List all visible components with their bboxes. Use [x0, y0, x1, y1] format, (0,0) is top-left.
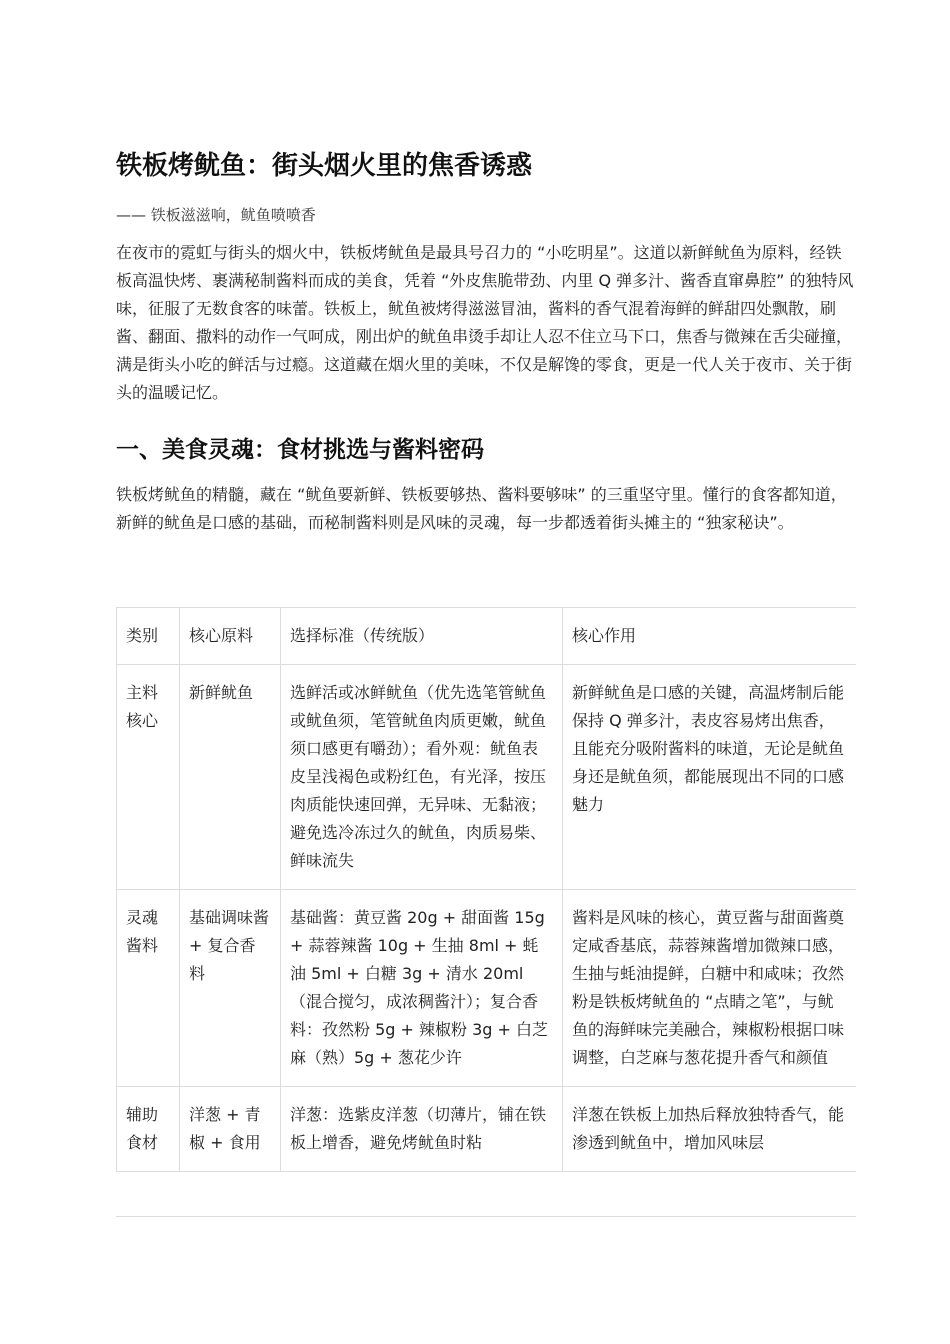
cell-role: 酱料是风味的核心，黄豆酱与甜面酱奠定咸香基底，蒜蓉辣酱增加微辣口感，生抽与蚝油提鲜，白糖中和咸味；孜然粉是铁板烤鱿鱼的 “点睛之笔”，与鱿鱼的海鲜味完美融合，辣椒粉根据口味调整，白芝麻与葱花提升香气和颜值 — [563, 890, 857, 1087]
cell-category: 主料核心 — [117, 665, 180, 890]
header-standard: 选择标准（传统版） — [281, 608, 563, 665]
document-title: 铁板烤鱿鱼：街头烟火里的焦香诱惑 — [116, 151, 533, 181]
cell-role: 新鲜鱿鱼是口感的关键，高温烤制后能保持 Q 弹多汁，表皮容易烤出焦香，且能充分吸附酱料的味道，无论是鱿鱼身还是鱿鱼须，都能展现出不同的口感魅力 — [563, 665, 857, 890]
ingredients-table-container — [116, 607, 856, 1217]
cell-standard: 洋葱：选紫皮洋葱（切薄片，铺在铁板上增香，避免烤鱿鱼时粘 — [281, 1087, 563, 1172]
cell-material: 洋葱 + 青椒 + 食用 — [180, 1087, 281, 1172]
cell-category: 灵魂酱料 — [117, 890, 180, 1087]
table-row — [117, 1087, 857, 1172]
cell-material: 新鲜鱿鱼 — [180, 665, 281, 890]
table-row — [117, 665, 857, 890]
header-role: 核心作用 — [563, 608, 857, 665]
header-category: 类别 — [117, 608, 180, 665]
cell-material: 基础调味酱 + 复合香料 — [180, 890, 281, 1087]
ingredients-table — [116, 607, 856, 1172]
intro-paragraph: 在夜市的霓虹与街头的烟火中，铁板烤鱿鱼是最具号召力的 “小吃明星”。这道以新鲜鱿鱼为原料，经铁板高温快烤、裹满秘制酱料而成的美食，凭着 “外皮焦脆带劲、内里 Q 弹多汁、酱香直窜鼻腔” 的独特风味，征服了无数食客的味蕾。铁板上，鱿鱼被烤得滋滋冒油，酱料的香气混着海鲜的鲜甜四处飘散，刷酱、翻面、撒料的动作一气呵成，刚出炉的鱿鱼串烫手却让人忍不住立马下口，焦香与微辣在舌尖碰撞，满是街头小吃的鲜活与过瘾。这道藏在烟火里的美味，不仅是解馋的零食，更是一代人关于夜市、关于街头的温暖记忆。 — [116, 243, 854, 402]
section-heading: 一、美食灵魂：食材挑选与酱料密码 — [116, 437, 484, 463]
cell-standard: 选鲜活或冰鲜鱿鱼（优先选笔管鱿鱼或鱿鱼须，笔管鱿鱼肉质更嫩，鱿鱼须口感更有嚼劲）；看外观：鱿鱼表皮呈浅褐色或粉红色，有光泽，按压肉质能快速回弹，无异味、无黏液；避免选冷冻过久的鱿鱼，肉质易柴、鲜味流失 — [281, 665, 563, 890]
cell-category: 辅助食材 — [117, 1087, 180, 1172]
section-paragraph: 铁板烤鱿鱼的精髓，藏在 “鱿鱼要新鲜、铁板要够热、酱料要够味” 的三重坚守里。懂行的食客都知道，新鲜的鱿鱼是口感的基础，而秘制酱料则是风味的灵魂，每一步都透着街头摊主的 “独家秘诀”。 — [116, 485, 847, 532]
header-material: 核心原料 — [180, 608, 281, 665]
cell-role: 洋葱在铁板上加热后释放独特香气，能渗透到鱿鱼中，增加风味层 — [563, 1087, 857, 1172]
table-header-row — [117, 608, 857, 665]
cell-standard: 基础酱：黄豆酱 20g + 甜面酱 15g + 蒜蓉辣酱 10g + 生抽 8ml + 蚝油 5ml + 白糖 3g + 清水 20ml（混合搅匀，成浓稠酱汁）；复合香料：孜然粉 5g + 辣椒粉 3g + 白芝麻（熟）5g + 葱花少许 — [281, 890, 563, 1087]
table-row — [117, 890, 857, 1087]
document-subtitle: —— 铁板滋滋响，鱿鱼喷喷香 — [116, 206, 316, 224]
